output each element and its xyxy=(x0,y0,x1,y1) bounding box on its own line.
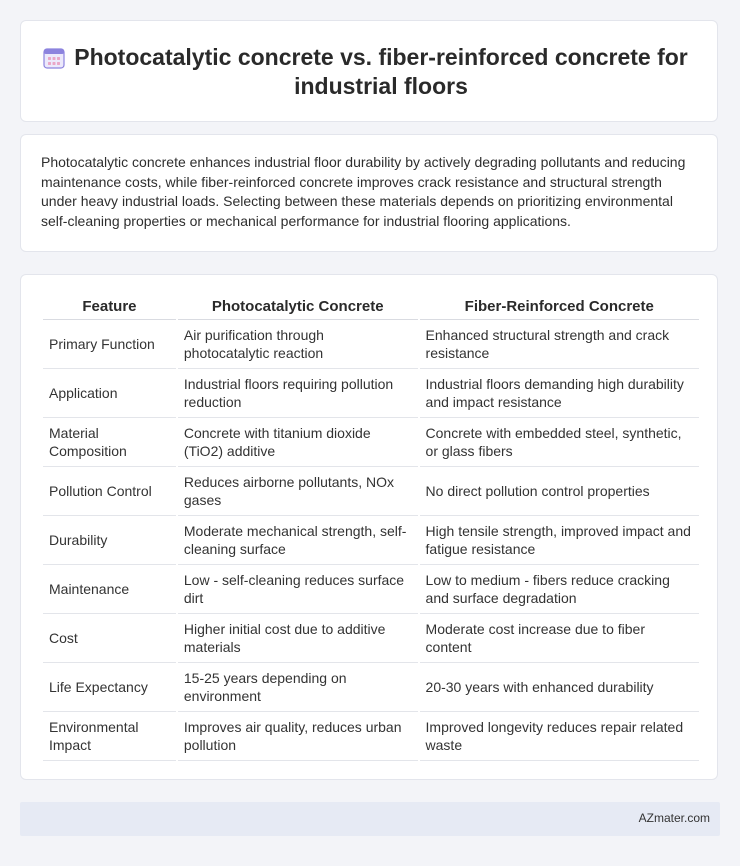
cell-fiber: Low to medium - fibers reduce cracking and surface degradation xyxy=(419,565,699,614)
cell-feature: Material Composition xyxy=(43,418,177,467)
cell-photocatalytic: Low - self-cleaning reduces surface dirt xyxy=(177,565,419,614)
table-row xyxy=(43,565,699,614)
cell-photocatalytic: Industrial floors requiring pollution reduction xyxy=(177,369,419,418)
title-card xyxy=(20,20,718,122)
cell-feature: Life Expectancy xyxy=(43,663,177,712)
intro-card xyxy=(20,134,718,252)
table-row xyxy=(43,320,699,369)
header-fiber-reinforced: Fiber-Reinforced Concrete xyxy=(419,295,699,320)
table-row xyxy=(43,614,699,663)
page-title: Photocatalytic concrete vs. fiber-reinforced concrete for industrial floors xyxy=(74,44,688,99)
cell-fiber: No direct pollution control properties xyxy=(419,467,699,516)
intro-paragraph: Photocatalytic concrete enhances industrial floor durability by actively degrading pollutants and reducing maintenance costs, while fiber-reinforced concrete improves crack resistance and structural strength under heavy industrial loads. Selecting between these materials depends on prioritizing environmental self-cleaning properties or mechanical performance for industrial flooring applications. xyxy=(41,154,686,229)
footer-bar xyxy=(20,802,720,836)
header-feature: Feature xyxy=(43,295,177,320)
cell-feature: Pollution Control xyxy=(43,467,177,516)
cell-photocatalytic: Moderate mechanical strength, self-cleaning surface xyxy=(177,516,419,565)
cell-photocatalytic: Higher initial cost due to additive materials xyxy=(177,614,419,663)
cell-fiber: Concrete with embedded steel, synthetic, or glass fibers xyxy=(419,418,699,467)
cell-feature: Primary Function xyxy=(43,320,177,369)
cell-photocatalytic: Reduces airborne pollutants, NOx gases xyxy=(177,467,419,516)
cell-feature: Durability xyxy=(43,516,177,565)
cell-fiber: 20-30 years with enhanced durability xyxy=(419,663,699,712)
cell-feature: Environmental Impact xyxy=(43,712,177,761)
cell-photocatalytic: 15-25 years depending on environment xyxy=(177,663,419,712)
table-row xyxy=(43,712,699,761)
cell-fiber: Industrial floors demanding high durability and impact resistance xyxy=(419,369,699,418)
table-row xyxy=(43,418,699,467)
table-row xyxy=(43,467,699,516)
cell-photocatalytic: Air purification through photocatalytic reaction xyxy=(177,320,419,369)
footer-brand: AZmater.com xyxy=(638,811,710,825)
table-row xyxy=(43,516,699,565)
comparison-table xyxy=(43,295,699,761)
header-photocatalytic: Photocatalytic Concrete xyxy=(177,295,419,320)
cell-fiber: High tensile strength, improved impact and fatigue resistance xyxy=(419,516,699,565)
table-header-row xyxy=(43,295,699,320)
cell-feature: Cost xyxy=(43,614,177,663)
cell-feature: Maintenance xyxy=(43,565,177,614)
cell-fiber: Moderate cost increase due to fiber content xyxy=(419,614,699,663)
table-row xyxy=(43,663,699,712)
cell-photocatalytic: Concrete with titanium dioxide (TiO2) additive xyxy=(177,418,419,467)
table-row xyxy=(43,369,699,418)
cell-fiber: Enhanced structural strength and crack resistance xyxy=(419,320,699,369)
cell-feature: Application xyxy=(43,369,177,418)
cell-photocatalytic: Improves air quality, reduces urban pollution xyxy=(177,712,419,761)
cell-fiber: Improved longevity reduces repair related waste xyxy=(419,712,699,761)
comparison-card xyxy=(20,274,718,780)
